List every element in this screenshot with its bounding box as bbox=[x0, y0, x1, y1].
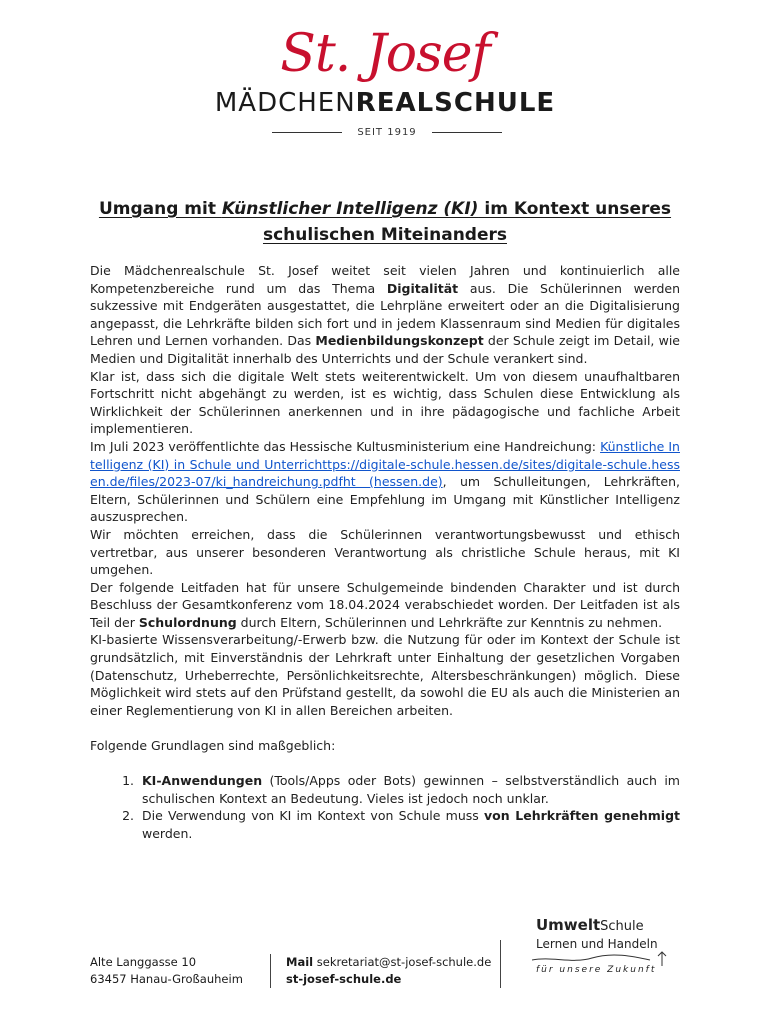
divider bbox=[432, 132, 502, 133]
spacer bbox=[90, 755, 680, 773]
since-line bbox=[272, 124, 502, 140]
text: der Schule zeigt im Detail, wie Medien und Digitalität innerhalb des Unterrichts und der Schule verankert sind. bbox=[90, 333, 680, 366]
paragraph bbox=[90, 262, 680, 368]
text: Im Juli 2023 veröffentlichte das Hessische Kultusministerium eine Handreichung: bbox=[90, 438, 601, 454]
website[interactable]: st-josef-schule.de bbox=[286, 972, 402, 986]
paragraph: KI-basierte Wissensverarbeitung/-Erwerb bzw. die Nutzung für oder im Kontext der Schule ist grundsätzlich, mit Einverständnis der Lehrkraft unter Einhaltung der gesetzlichen Vorgaben (Datenschutz, Urheberrechte, Persönlichkeitsrechte, Altersbeschränkungen) möglich. Diese Möglichkeit wird stets auf den Prüfstand gestellt, da sowohl die EU als auch die Ministerien an einer Reglementierung von KI in allen Bereichen arbeiten. bbox=[90, 632, 680, 718]
text: Schule bbox=[600, 919, 644, 934]
mail-line bbox=[286, 954, 491, 971]
text: Umwelt bbox=[536, 916, 601, 934]
footer-divider bbox=[270, 954, 271, 988]
document-body bbox=[90, 262, 680, 843]
handreichung-link[interactable]: Künstliche Intelligenz (KI) in Schule und Unterrichttps://digitale-schule.hessen.de/sites/digitale-schule.hessen.de/files/2023-07/ki_handreichung.pdfht (hessen.de) bbox=[90, 438, 680, 490]
umwelt-slogan: für unsere Zukunft bbox=[536, 965, 657, 975]
list-item bbox=[138, 807, 680, 842]
footer-divider bbox=[500, 940, 501, 988]
emphasis: Schulordnung bbox=[138, 614, 237, 630]
paragraph: Klar ist, dass sich die digitale Welt stets weiterentwickelt. Um von diesem unaufhaltbaren Fortschritt nicht abgehängt zu werden, ist es wichtig, dass Schulen diese Entwicklung als Wirklichkeit der Schülerinnen anerkennen und in ihre pädagogische und fachliche Arbeit implementieren. bbox=[90, 368, 680, 437]
paragraph bbox=[90, 438, 680, 526]
text: Die Verwendung von KI im Kontext von Schule muss bbox=[142, 808, 485, 824]
logo-school-bold: REALSCHULE bbox=[355, 88, 556, 118]
mail-label: Mail bbox=[286, 955, 314, 969]
text: , um Schulleitungen, Lehrkräften, Eltern, Schülerinnen und Schülern eine Empfehlung im Umgang mit Künstlicher Intelligenz auszusprechen. bbox=[90, 474, 680, 525]
text: (Tools/Apps oder Bots) gewinnen – selbstverständlich auch im schulischen Kontext an Bedeutung. Vieles ist jedoch noch unklar. bbox=[142, 773, 680, 806]
principles-list bbox=[90, 772, 680, 842]
since-text: SEIT 1919 bbox=[357, 126, 417, 138]
emphasis: KI-Anwendungen bbox=[142, 773, 263, 789]
text: durch Eltern, Schülerinnen und Lehrkräfte zur Kenntnis zu nehmen. bbox=[236, 614, 663, 630]
text: Der folgende Leitfaden hat für unsere Schulgemeinde bindenden Charakter und ist durch Beschluss der Gesamtkonferenz vom 18.04.2024 verabschiedet worden. Der Leitfaden ist als Teil der bbox=[90, 579, 680, 630]
umwelt-subtitle: Lernen und Handeln bbox=[536, 937, 658, 951]
emphasis: Digitalität bbox=[386, 280, 459, 296]
title-part: im Kontext unseres schulischen Miteinanders bbox=[262, 199, 672, 245]
paragraph: Folgende Grundlagen sind maßgeblich: bbox=[90, 738, 336, 754]
title-part: Umgang mit bbox=[98, 199, 222, 219]
footer-contact bbox=[286, 954, 491, 988]
logo-school-name bbox=[0, 88, 770, 118]
text: werden. bbox=[142, 826, 193, 841]
emphasis: von Lehrkräften genehmigt bbox=[484, 808, 681, 824]
paragraph: Wir möchten erreichen, dass die Schülerinnen verantwortungsbewusst und ethisch vertretbar, aus unserer besonderen Verantwortung als christliche Schule heraus, mit KI umgehen. bbox=[90, 526, 680, 578]
text: aus. Die Schülerinnen werden sukzessive mit Endgeräten ausgestattet, die Lehrpläne erweitert oder an die Digitalisierung angepasst, die Lehrkräfte bilden sich fort und in jedem Klassenraum sind Medien für digitales Lehren und Lernen vorhanden. Das bbox=[90, 280, 680, 349]
spacer bbox=[90, 719, 680, 737]
logo-wordmark: St. Josef bbox=[280, 24, 490, 84]
emphasis: Medienbildungskonzept bbox=[315, 333, 484, 349]
address-line: 63457 Hanau-Großauheim bbox=[90, 972, 243, 986]
footer-address bbox=[90, 954, 243, 988]
divider bbox=[272, 132, 342, 133]
mail-address[interactable]: sekretariat@st-josef-schule.de bbox=[313, 955, 492, 969]
text: Die Mädchenrealschule St. Josef weitet seit vielen Jahren und kontinuierlich alle Kompetenzbereiche rund um das Thema bbox=[90, 263, 680, 296]
page-title bbox=[80, 196, 690, 248]
title-italic: Künstlicher Intelligenz (KI) bbox=[221, 199, 479, 219]
list-item bbox=[138, 772, 680, 807]
landscape-line-icon bbox=[532, 946, 682, 970]
logo-school-light: MÄDCHEN bbox=[214, 88, 356, 118]
paragraph bbox=[90, 579, 680, 632]
address-line: Alte Langgasse 10 bbox=[90, 955, 197, 969]
umwelt-title bbox=[536, 916, 676, 936]
